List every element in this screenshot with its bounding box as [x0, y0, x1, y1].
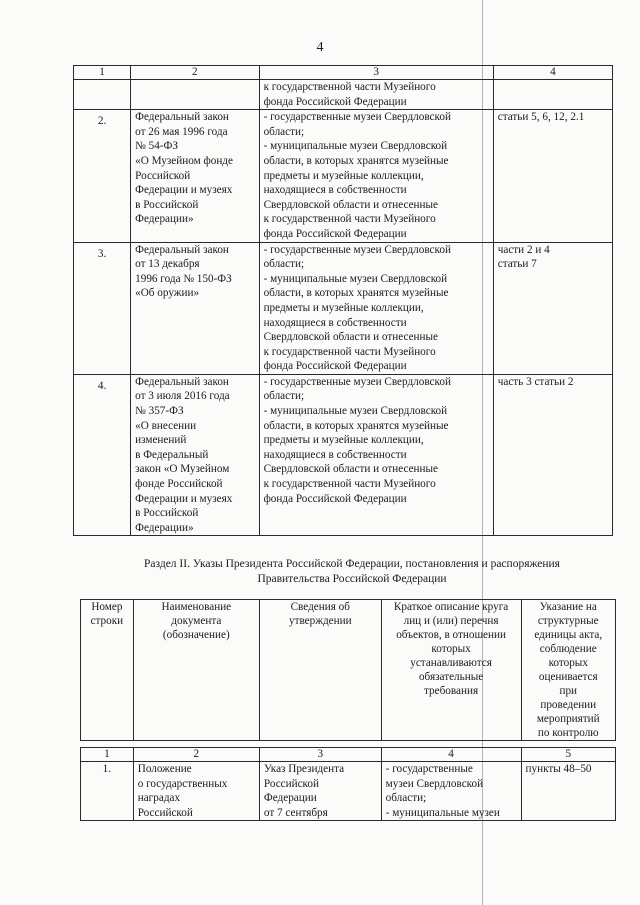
document-name-line: от 26 мая 1996 года [135, 125, 228, 138]
subjects-description-line: к государственной части Музейного [263, 213, 436, 226]
subjects-description-line: фонда Российской Федерации [263, 492, 407, 505]
document-name-line: наградах [137, 792, 181, 805]
section-title-line-1: Раздел II. Указы Президента Российской Федерации, постановления и распоряжения [144, 558, 560, 570]
subjects-description-line: находящиеся в собственности [263, 448, 407, 461]
document-name-line: изменений [135, 434, 187, 447]
column-number: 1 [74, 66, 131, 80]
subjects-description-line: - муниципальные музеи [385, 806, 500, 819]
column-header-line: Номер [91, 601, 123, 613]
provisions-reference [521, 762, 616, 821]
column-header [259, 600, 381, 741]
provisions-reference [493, 110, 612, 242]
column-header [133, 600, 259, 741]
column-header-line: оценивается [538, 671, 598, 683]
document-name-line: закон «О Музейном [135, 463, 230, 476]
document-name-line: Российской [137, 806, 193, 819]
column-header-line: мероприятий [536, 713, 600, 725]
column-number: 3 [259, 66, 493, 80]
legal-acts-table-1 [73, 65, 613, 536]
document-name-line: Федеральный закон [135, 243, 229, 256]
provisions-reference-line: статьи 5, 6, 12, 2.1 [497, 111, 585, 124]
section-title [72, 557, 632, 587]
subjects-description-line: к государственной части Музейного [263, 478, 436, 491]
table-header-row [74, 66, 613, 80]
document-name-line: Федерации» [135, 521, 194, 534]
table-row [74, 374, 613, 536]
subjects-description-line: области; [263, 125, 305, 138]
provisions-reference-line: статьи 7 [497, 258, 537, 271]
subjects-description [259, 374, 493, 536]
column-header-line: при [559, 685, 578, 697]
table-row [74, 242, 613, 374]
document-name-line: от 13 декабря [135, 258, 200, 271]
subjects-description [259, 80, 493, 110]
provisions-reference-line: часть 3 статьи 2 [497, 375, 574, 388]
document-name-line: в Российской [135, 198, 199, 211]
column-header-line: документа [171, 615, 222, 627]
column-header-line: Указание на [539, 601, 597, 613]
column-header-line: утверждении [288, 615, 352, 627]
subjects-description-line: находящиеся в собственности [263, 316, 407, 329]
document-name-line: о государственных [137, 777, 228, 790]
approval-details-line: Указ Президента [263, 763, 345, 775]
subjects-description [259, 110, 493, 242]
document-name-line: в Российской [135, 507, 199, 520]
column-number: 2 [133, 748, 259, 762]
column-header-line: строки [90, 615, 124, 627]
subjects-description-line: области; [263, 390, 305, 403]
document-name [131, 80, 259, 110]
approval-details [259, 762, 381, 821]
document-name-line: Федеральный закон [135, 375, 229, 388]
document-name-line: 1996 года № 150-ФЗ [135, 272, 232, 285]
row-number: 4. [74, 374, 131, 536]
subjects-description-line: области, в которых хранятся музейные [263, 419, 449, 432]
column-number: 4 [381, 748, 521, 762]
subjects-description-line: Свердловской области и отнесенные [263, 331, 439, 344]
subjects-description-line: музеи Свердловской [385, 777, 484, 790]
document-name-line: Федеральный закон [135, 111, 229, 124]
subjects-description-line: - муниципальные музеи Свердловской [263, 405, 448, 418]
column-header-line: обязательные [418, 671, 484, 683]
column-header-line: соблюдение [539, 643, 597, 655]
column-header [381, 600, 521, 741]
column-number: 3 [259, 748, 381, 762]
subjects-description-line: - муниципальные музеи Свердловской [263, 272, 448, 285]
document-name-line: Федерации и музеях [135, 184, 233, 197]
subjects-description-line: Свердловской области и отнесенные [263, 198, 439, 211]
column-header-line: требования [424, 685, 479, 697]
row-number: 2. [74, 110, 131, 242]
page-number: 4 [316, 40, 324, 55]
provisions-reference [493, 242, 612, 374]
column-header-line: которых [431, 643, 471, 655]
subjects-description-line: области; [263, 258, 305, 271]
section-title-line-2: Правительства Российской Федерации [257, 573, 447, 585]
column-header-line: (обозначение) [162, 629, 230, 641]
document-name [131, 374, 259, 536]
column-header-line: лиц и (или) перечня [403, 615, 499, 627]
subjects-description-line: фонда Российской Федерации [263, 360, 407, 373]
table-row [74, 80, 613, 110]
subjects-description-line: к государственной части Музейного [263, 81, 436, 93]
subjects-description-line: предметы и музейные коллекции, [263, 169, 424, 182]
column-header [521, 600, 616, 741]
subjects-description-line: Свердловской области и отнесенные [263, 463, 439, 476]
document-name-line: в Федеральный [135, 448, 209, 461]
column-number: 2 [131, 66, 259, 80]
document-name-line: № 357-ФЗ [135, 405, 184, 418]
approval-details-line: от 7 сентября [263, 806, 328, 819]
row-number: 1. [81, 762, 134, 821]
column-numbers-row [81, 748, 616, 762]
column-header-line: по контролю [537, 727, 599, 739]
row-number: 3. [74, 242, 131, 374]
subjects-description-line: фонда Российской Федерации [263, 227, 407, 240]
column-header-line: проведении [540, 699, 597, 711]
approval-details-line: Российской [263, 777, 320, 790]
subjects-description-line: к государственной части Музейного [263, 345, 436, 358]
document-name [131, 110, 259, 242]
column-header-line: которых [548, 657, 588, 669]
legal-acts-table-2 [80, 599, 616, 821]
column-header-line: Сведения об [290, 601, 350, 613]
subjects-description [381, 762, 521, 821]
subjects-description-line: - государственные музеи Свердловской [263, 111, 451, 124]
subjects-description-line: - государственные музеи Свердловской [263, 375, 451, 388]
document-name-line: фонде Российской [135, 478, 223, 491]
document-name-line: «О Музейном фонде [135, 154, 233, 167]
column-header-line: Краткое описание круга [393, 601, 509, 613]
provisions-reference-line: части 2 и 4 [497, 243, 550, 256]
column-number: 1 [81, 748, 134, 762]
subjects-description-line: области, в которых хранятся музейные [263, 154, 449, 167]
subjects-description-line: - государственные музеи Свердловской [263, 243, 451, 256]
document-name-line: Федерации и музеях [135, 492, 233, 505]
provisions-reference [493, 374, 612, 536]
document-name [131, 242, 259, 374]
document-name-line: от 3 июля 2016 года [135, 390, 230, 403]
column-header [81, 600, 134, 741]
column-number: 4 [493, 66, 612, 80]
document-name-line: № 54-ФЗ [135, 140, 178, 153]
subjects-description-line: находящиеся в собственности [263, 184, 407, 197]
subjects-description [259, 242, 493, 374]
subjects-description-line: предметы и музейные коллекции, [263, 301, 424, 314]
document-name-line: Российской [135, 169, 191, 182]
document-name-line: Федерации» [135, 213, 194, 226]
row-number [74, 80, 131, 110]
table-header-row [81, 600, 616, 741]
column-header-line: устанавливаются [410, 657, 492, 669]
document-name-line: «Об оружии» [135, 287, 200, 300]
table-row [74, 110, 613, 242]
subjects-description-line: - государственные [385, 763, 473, 775]
column-header-line: объектов, в отношении [396, 629, 506, 641]
provisions-reference-line: пункты 48–50 [525, 763, 592, 775]
column-header-line: Наименование [161, 601, 232, 613]
document-name [133, 762, 259, 821]
subjects-description-line: области; [385, 792, 427, 805]
subjects-description-line: фонда Российской Федерации [263, 95, 407, 108]
table-row [81, 762, 616, 821]
column-header-line: структурные [537, 615, 599, 627]
header-gap [81, 741, 616, 748]
column-number: 5 [521, 748, 616, 762]
document-name-line: Положение [137, 763, 192, 775]
subjects-description-line: предметы и музейные коллекции, [263, 434, 424, 447]
column-header-line: единицы акта, [534, 629, 603, 641]
subjects-description-line: области, в которых хранятся музейные [263, 287, 449, 300]
document-name-line: «О внесении [135, 419, 197, 432]
approval-details-line: Федерации [263, 792, 317, 805]
subjects-description-line: - муниципальные музеи Свердловской [263, 140, 448, 153]
provisions-reference [493, 80, 612, 110]
